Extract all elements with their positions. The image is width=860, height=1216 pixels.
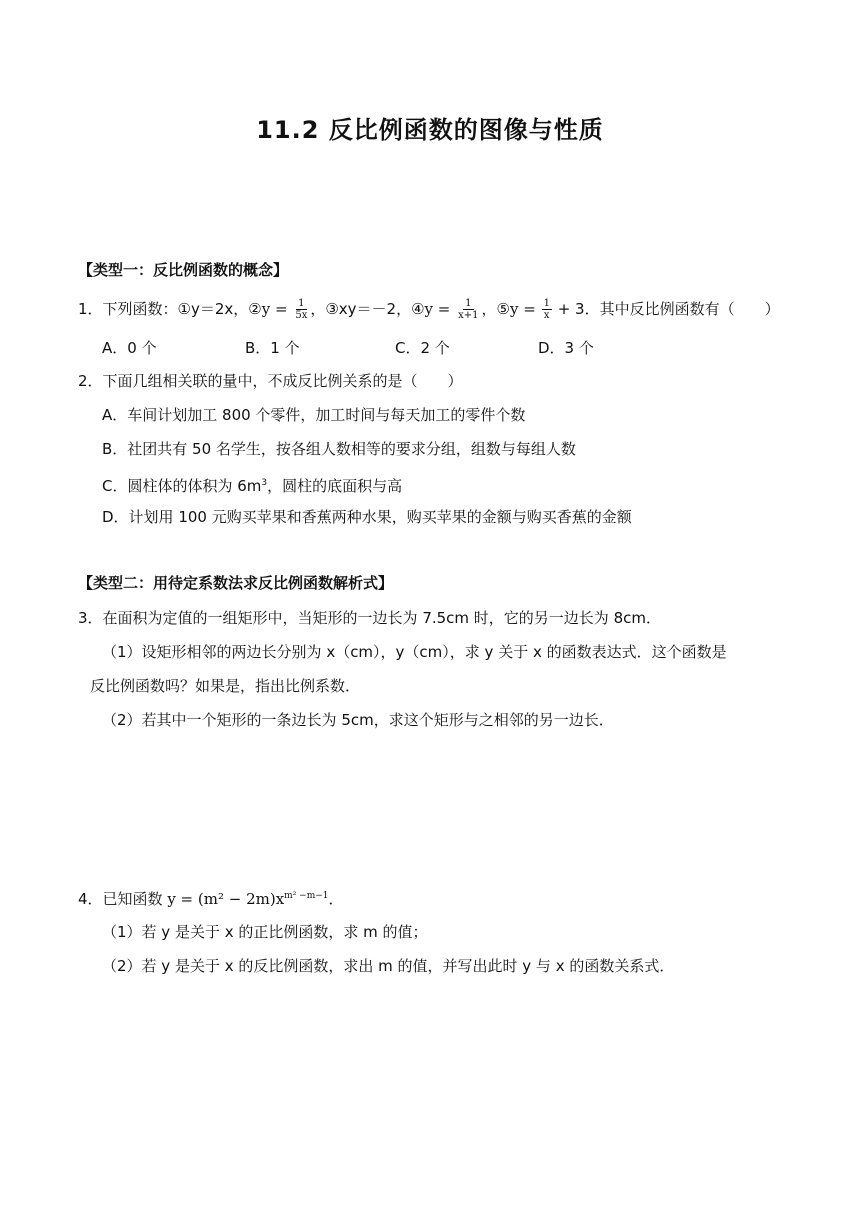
q1-function-5-fraction (542, 298, 552, 321)
q1-separator: ， (481, 300, 497, 318)
fraction-denominator: x+1 (458, 310, 479, 321)
section-heading-type2: 【类型二：用待定系数法求反比例函数解析式】 (78, 574, 394, 592)
question-3-stem: 3．在面积为定值的一组矩形中，当矩形的一边长为 7.5cm 时，它的另一边长为 8cm． (78, 609, 661, 627)
q4-lead: 4．已知函数 (78, 890, 168, 908)
question-4-stem (78, 886, 344, 909)
fraction-denominator: 5x (295, 310, 308, 321)
q1-lead: 1．下列函数： (78, 300, 178, 318)
q1-function-1: ①y＝2x， (177, 300, 249, 318)
q1-option-b: B．1 个 (245, 339, 300, 357)
q4-tail: ． (328, 890, 344, 908)
question-1-options (102, 338, 594, 358)
q1-function-5-lead: ⑤y = (496, 300, 541, 318)
q1-function-4-fraction (456, 298, 480, 321)
q1-option-d: D．3 个 (538, 339, 594, 357)
question-1-stem (78, 298, 780, 321)
q2-option-c-tail: ，圆柱的底面积与高 (267, 477, 403, 495)
q1-tail: + 3．其中反比例函数有（ ） (552, 300, 780, 318)
fraction-denominator: x (543, 310, 550, 321)
q1-option-a: A．0 个 (102, 339, 157, 357)
q2-option-d: D．计划用 100 元购买苹果和香蕉两种水果，购买苹果的金额与购买香蕉的金额 (102, 508, 632, 526)
q4-formula: y = (m² − 2m)x (167, 890, 285, 908)
q4-part-2: （2）若 y 是关于 x 的反比例函数，求出 m 的值，并写出此时 y 与 x 的函数关系式． (102, 957, 675, 975)
q3-part-1-line-1: （1）设矩形相邻的两边长分别为 x（cm），y（cm），求 y 关于 x 的函数表达式．这个函数是 (102, 643, 727, 661)
q1-function-2-lead: ②y = (248, 300, 293, 318)
q2-option-b: B．社团共有 50 名学生，按各组人数相等的要求分组，组数与每组人数 (102, 440, 576, 458)
fraction-numerator: 1 (298, 298, 305, 309)
q2-option-c (102, 473, 402, 496)
q4-exponent: m² −m−1 (284, 891, 329, 901)
q1-function-4-lead: ④y = (411, 300, 456, 318)
q1-function-3: ，③xy＝－2， (310, 300, 412, 318)
q2-option-c-superscript: 3 (261, 478, 268, 488)
q3-part-2: （2）若其中一个矩形的一条边长为 5cm，求这个矩形与之相邻的另一边长． (102, 711, 614, 729)
q2-option-c-lead: C．圆柱体的体积为 6m (102, 477, 262, 495)
question-2-stem: 2．下面几组相关联的量中，不成反比例关系的是（ ） (78, 372, 463, 390)
q4-part-1: （1）若 y 是关于 x 的正比例函数，求 m 的值； (102, 923, 428, 941)
fraction-numerator: 1 (465, 298, 472, 309)
q3-part-1-line-2: 反比例函数吗？如果是，指出比例系数． (90, 677, 361, 695)
section-heading-type1: 【类型一：反比例函数的概念】 (78, 261, 289, 279)
q1-function-2-fraction (293, 298, 309, 321)
page-title: 11.2 反比例函数的图像与性质 (256, 116, 604, 144)
q2-option-a: A．车间计划加工 800 个零件，加工时间与每天加工的零件个数 (102, 406, 526, 424)
fraction-numerator: 1 (543, 298, 550, 309)
q1-option-c: C．2 个 (395, 339, 450, 357)
